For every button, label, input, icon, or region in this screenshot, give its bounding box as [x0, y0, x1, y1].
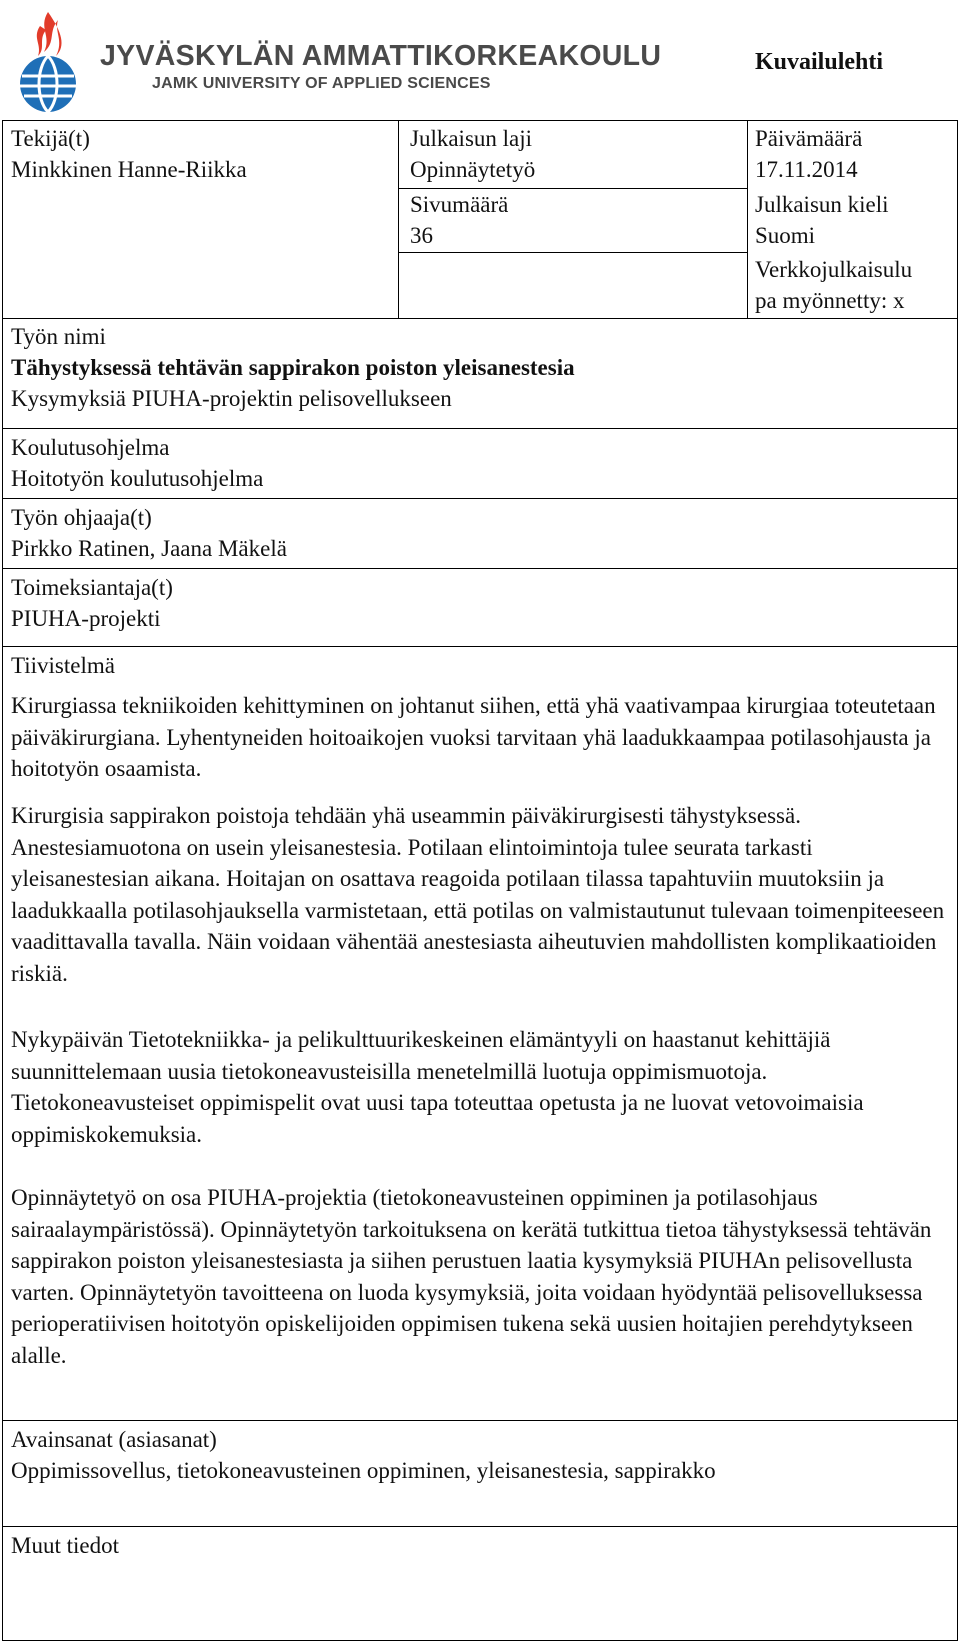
abstract-paragraph-1 — [11, 690, 951, 785]
program-label: Koulutusohjelma — [11, 435, 170, 460]
row-divider-commissioner — [2, 568, 958, 569]
language-value: Suomi — [755, 223, 816, 248]
title-label: Työn nimi — [11, 324, 106, 349]
abstract-text-4: Opinnäytetyö on osa PIUHA-projektia (tietokoneavusteinen oppiminen ja potilasohjaus sairaalaympäristössä). Opinnäytetyön tarkoituksena on kerätä tutkittua tietoa tähystyksessä tehtävän sappirakon poiston yleisanestesiasta ja siihen perustuen laatia kysymyksiä PIUHAn pelisovellusta varten. Opinnäytetyön tavoitteena on luoda kysymyksiä, joita voidaan hyödyntää pelisovelluksessa perioperatiivisen hoitotyön opiskelijoiden oppimisen tukena sekä uusien hoitajien perehdytykseen alalle. — [11, 1185, 932, 1368]
supervisors-label: Työn ohjaaja(t) — [11, 505, 152, 530]
row-divider-empty — [398, 252, 748, 253]
thesis-subtitle: Kysymyksiä PIUHA-projektin pelisovellukseen — [11, 386, 452, 411]
publication-type-value: Opinnäytetyö — [410, 157, 536, 182]
row-divider-title — [2, 318, 958, 319]
commissioner-label: Toimeksiantaja(t) — [11, 575, 173, 600]
abstract-paragraph-3 — [11, 1024, 951, 1150]
date-label: Päivämäärä — [755, 126, 863, 151]
online-publishing-line2: pa myönnetty: x — [755, 288, 905, 313]
other-info-label: Muut tiedot — [11, 1533, 119, 1558]
row-divider-supervisors — [2, 498, 958, 499]
abstract-text-3: Nykypäivän Tietotekniikka- ja pelikulttuurikeskeinen elämäntyyli on haastanut kehittäjiä suunnittelemaan uusia tietokoneavusteisilla menetelmillä luotuja oppimismuotoja. Tietokoneavusteiset oppimispelit ovat uusi tapa toteuttaa opetusta ja ne luovat vetovoimaisia oppimiskokemuksia. — [11, 1027, 864, 1147]
supervisors-value: Pirkko Ratinen, Jaana Mäkelä — [11, 536, 287, 561]
online-publishing-line1: Verkkojulkaisulu — [755, 257, 913, 282]
abstract-text-1: Kirurgiassa tekniikoiden kehittyminen on johtanut siihen, että yhä vaativampaa kirurgiaa toteutetaan päiväkirurgiana. Lyhentyneiden hoitoaikojen vuoksi tarvitaan yhä laadukkaampaa potilasohjausta ja hoitotyön osaamista. — [11, 693, 936, 781]
abstract-label: Tiivistelmä — [11, 653, 115, 678]
program-value: Hoitotyön koulutusohjelma — [11, 466, 264, 491]
abstract-paragraph-4 — [11, 1182, 951, 1371]
commissioner-value: PIUHA-projekti — [11, 606, 161, 631]
row-divider-keywords — [2, 1420, 958, 1421]
language-label: Julkaisun kieli — [755, 192, 889, 217]
author-label: Tekijä(t) — [11, 126, 90, 151]
jamk-logo-icon — [8, 6, 90, 114]
keywords-label: Avainsanat (asiasanat) — [11, 1427, 217, 1452]
column-divider-1 — [398, 120, 399, 318]
document-header — [0, 0, 960, 120]
abstract-paragraph-2 — [11, 800, 951, 989]
row-divider-abstract — [2, 646, 958, 647]
row-divider-other — [2, 1526, 958, 1527]
thesis-title: Tähystyksessä tehtävän sappirakon poiston yleisanestesia — [11, 355, 575, 380]
column-divider-2 — [747, 120, 748, 318]
table-border-bottom — [2, 1640, 958, 1641]
institution-name-english: JAMK UNIVERSITY OF APPLIED SCIENCES — [152, 75, 491, 92]
publication-type-label: Julkaisun laji — [410, 126, 533, 151]
row-divider-program — [2, 428, 958, 429]
table-border-left — [2, 120, 3, 1641]
pages-label: Sivumäärä — [410, 192, 509, 217]
author-value: Minkkinen Hanne-Riikka — [11, 157, 247, 182]
table-border-top — [2, 120, 958, 121]
document-type: Kuvailulehti — [755, 49, 884, 75]
abstract-text-2: Kirurgisia sappirakon poistoja tehdään yhä useammin päiväkirurgisesti tähystyksessä. Anestesiamuotona on usein yleisanestesia. Potilaan elintoimintoja tulee seurata tarkasti yleisanestesian aikana. Hoitajan on osattava reagoida potilaan tilassa tapahtuviin muutoksiin ja laadukkaalla potilasohjauksella varmistetaan, että potilas on valmistautunut tulevaan toimenpiteeseen vaadittavalla tavalla. Näin voidaan vähentää anestesiasta aiheutuvien mahdollisten komplikaatioiden riskiä. — [11, 803, 945, 986]
institution-name: JYVÄSKYLÄN AMMATTIKORKEAKOULU — [100, 40, 662, 72]
date-value: 17.11.2014 — [755, 157, 858, 182]
keywords-value: Oppimissovellus, tietokoneavusteinen oppiminen, yleisanestesia, sappirakko — [11, 1458, 716, 1483]
table-border-right — [957, 120, 958, 1641]
pages-value: 36 — [410, 223, 433, 248]
